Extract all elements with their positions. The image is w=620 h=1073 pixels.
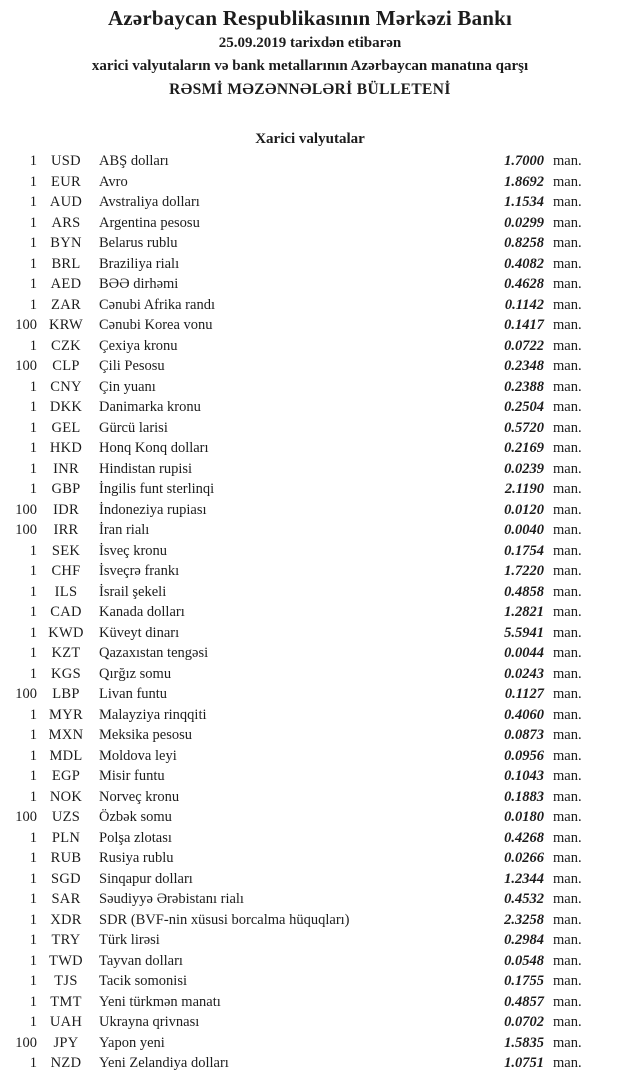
rate-value-cell: 0.2348 [504,358,544,374]
unit-cell: man. [553,583,582,600]
unit-cell: man. [553,747,582,764]
rate-row [0,643,620,664]
quantity-cell: 1 [29,296,37,313]
quantity-cell: 1 [29,747,37,764]
rate-value-cell: 1.0751 [504,1055,544,1071]
rate-value-cell: 0.1754 [504,542,544,559]
currency-code-cell: MYR [49,706,83,723]
quantity-cell: 100 [15,809,37,825]
currency-name-cell: Özbək somu [99,809,172,825]
subtitle-line: xarici valyutaların və bank metallarının Azərbaycan manatına qarşı [91,58,529,74]
quantity-cell: 1 [29,194,37,210]
currency-code-cell: PLN [51,829,81,846]
currency-name-cell: Ukrayna qrivnası [99,1014,200,1030]
rate-value-cell: 0.1417 [504,317,544,333]
quantity-cell: 100 [15,317,37,333]
currency-code-cell: UAH [49,1014,83,1030]
rate-row [0,910,620,931]
unit-cell: man. [553,870,582,887]
quantity-cell: 1 [29,460,37,477]
currency-name-cell: Qırğız somu [99,665,172,682]
rate-value-cell: 2.3258 [504,911,544,928]
rate-row [0,500,620,521]
currency-code-cell: AED [50,276,82,292]
rate-value-cell: 0.1883 [504,788,544,805]
currency-code-cell: EGP [51,768,81,784]
unit-cell: man. [553,194,582,210]
currency-code-cell: TRY [51,932,81,948]
unit-cell: man. [553,235,582,251]
rate-value-cell: 0.0299 [504,214,544,231]
rate-row [0,602,620,623]
currency-name-cell: Norveç kronu [99,788,180,805]
rate-value-cell: 0.0180 [504,809,544,825]
currency-name-cell: Rusiya rublu [99,850,174,866]
currency-code-cell: SEK [51,542,81,559]
rate-row [0,541,620,562]
unit-cell: man. [553,727,582,743]
unit-cell: man. [553,952,582,969]
currency-name-cell: Tayvan dolları [99,952,183,969]
quantity-cell: 1 [29,727,37,743]
currency-code-cell: TMT [50,993,82,1010]
currency-code-cell: ARS [51,214,81,231]
currency-code-cell: RUB [50,850,82,866]
unit-cell: man. [553,481,582,497]
rate-row [0,807,620,828]
quantity-cell: 1 [29,665,37,682]
unit-cell: man. [553,788,582,805]
unit-cell: man. [553,686,582,702]
rate-row [0,151,620,172]
currency-name-cell: Gürcü larisi [99,419,168,436]
currency-name-cell: Kanada dolları [99,604,185,620]
currency-name-cell: Çin yuanı [99,378,156,395]
currency-code-cell: CZK [51,337,81,354]
rate-value-cell: 0.0044 [504,645,544,661]
currency-name-cell: Livan funtu [99,686,168,702]
currency-code-cell: TWD [49,952,83,969]
currency-name-cell: Danimarka kronu [99,399,201,415]
currency-code-cell: EUR [51,173,81,190]
rate-value-cell: 0.8258 [504,235,544,251]
quantity-cell: 1 [29,419,37,436]
rate-value-cell: 0.2504 [504,399,544,415]
bank-name: Azərbaycan Respublikasının Mərkəzi Bankı [107,6,513,30]
rate-value-cell: 0.0722 [504,337,544,354]
rate-row [0,1033,620,1054]
currency-code-cell: GEL [51,419,81,436]
quantity-cell: 1 [29,891,37,907]
quantity-cell: 1 [29,255,37,272]
currency-code-cell: UZS [51,809,81,825]
currency-code-cell: MXN [48,727,84,743]
rate-row [0,828,620,849]
quantity-cell: 1 [29,276,37,292]
unit-cell: man. [553,296,582,313]
rate-row [0,582,620,603]
rate-row [0,213,620,234]
rate-value-cell: 0.1142 [504,296,544,313]
currency-code-cell: NOK [49,788,83,805]
rate-row [0,787,620,808]
currency-name-cell: Braziliya rialı [99,255,180,272]
rate-value-cell: 0.1043 [504,768,544,784]
quantity-cell: 100 [15,501,37,518]
unit-cell: man. [553,276,582,292]
quantity-cell: 1 [29,337,37,354]
currency-name-cell: İsrail şekeli [99,583,167,600]
currency-name-cell: Qazaxıstan tengəsi [99,645,209,661]
currency-code-cell: AUD [49,194,83,210]
rate-value-cell: 0.5720 [504,419,544,436]
currency-name-cell: SDR (BVF-nin xüsusi borcalma hüquqları) [99,911,350,928]
unit-cell: man. [553,440,582,456]
quantity-cell: 100 [15,686,37,702]
currency-code-cell: CHF [51,563,81,579]
unit-cell: man. [553,706,582,723]
rate-value-cell: 1.1534 [504,194,544,210]
rate-value-cell: 0.4858 [504,583,544,600]
unit-cell: man. [553,460,582,477]
rate-value-cell: 0.4628 [504,276,544,292]
currency-name-cell: İndoneziya rupiası [99,501,207,518]
rate-value-cell: 0.0548 [504,952,544,969]
unit-cell: man. [553,378,582,395]
rate-value-cell: 0.4857 [504,993,544,1010]
currency-code-cell: NZD [50,1055,82,1071]
currency-code-cell: BRL [51,255,81,272]
quantity-cell: 1 [29,645,37,661]
currency-code-cell: ZAR [51,296,81,313]
rate-value-cell: 5.5941 [504,624,544,641]
rate-row [0,930,620,951]
rate-value-cell: 0.0120 [504,501,544,518]
rate-row [0,377,620,398]
rate-row [0,664,620,685]
currency-name-cell: Cənubi Afrika randı [99,296,215,313]
quantity-cell: 1 [29,1014,37,1030]
unit-cell: man. [553,358,582,374]
quantity-cell: 1 [29,214,37,231]
rate-value-cell: 1.7000 [504,153,544,169]
rate-value-cell: 0.4060 [504,706,544,723]
unit-cell: man. [553,173,582,190]
unit-cell: man. [553,665,582,682]
unit-cell: man. [553,829,582,846]
currency-code-cell: DKK [49,399,83,415]
rate-value-cell: 1.8692 [504,173,544,190]
unit-cell: man. [553,932,582,948]
unit-cell: man. [553,153,582,169]
rate-value-cell: 0.1755 [504,973,544,989]
currency-name-cell: Yapon yeni [99,1034,165,1051]
unit-cell: man. [553,501,582,518]
currency-code-cell: TJS [54,973,78,989]
currency-name-cell: Polşa zlotası [99,829,172,846]
rate-value-cell: 0.2169 [504,440,544,456]
currency-code-cell: SGD [51,870,81,887]
currency-code-cell: BYN [50,235,82,251]
currency-name-cell: Çili Pesosu [99,358,165,374]
quantity-cell: 1 [29,399,37,415]
currency-name-cell: Yeni türkmən manatı [99,993,221,1010]
currency-name-cell: İsveç kronu [99,542,168,559]
currency-code-cell: LBP [52,686,80,702]
unit-cell: man. [553,563,582,579]
rate-value-cell: 0.4082 [504,255,544,272]
rate-value-cell: 0.0040 [504,522,544,538]
currency-code-cell: XDR [50,911,82,928]
rates-table [0,151,620,1073]
unit-cell: man. [553,1014,582,1030]
quantity-cell: 1 [29,788,37,805]
unit-cell: man. [553,399,582,415]
currency-name-cell: Moldova leyi [99,747,177,764]
effective-date-line: 25.09.2019 tarixdən etibarən [218,35,402,51]
rate-value-cell: 1.2344 [504,870,544,887]
currency-name-cell: İngilis funt sterlinqi [99,481,215,497]
unit-cell: man. [553,604,582,620]
currency-code-cell: KRW [49,317,83,333]
currency-name-cell: Avstraliya dolları [99,194,200,210]
section-title: Xarici valyutalar [255,131,365,147]
quantity-cell: 100 [15,1034,37,1051]
rate-row [0,766,620,787]
rate-row [0,971,620,992]
quantity-cell: 1 [29,768,37,784]
rate-value-cell: 0.0702 [504,1014,544,1030]
bulletin-header [0,0,620,101]
quantity-cell: 1 [29,235,37,251]
rate-row [0,459,620,480]
rate-row [0,1012,620,1033]
rate-row [0,172,620,193]
rate-row [0,438,620,459]
rate-row [0,623,620,644]
quantity-cell: 1 [29,993,37,1010]
currency-code-cell: GBP [51,481,81,497]
unit-cell: man. [553,809,582,825]
rate-row [0,356,620,377]
rate-row [0,951,620,972]
quantity-cell: 1 [29,850,37,866]
rate-row [0,1053,620,1073]
currency-code-cell: JPY [53,1034,79,1051]
unit-cell: man. [553,624,582,641]
rate-value-cell: 1.2821 [504,604,544,620]
quantity-cell: 1 [29,481,37,497]
rate-row [0,295,620,316]
quantity-cell: 1 [29,563,37,579]
rate-value-cell: 0.0243 [504,665,544,682]
rate-value-cell: 1.7220 [504,563,544,579]
rate-row [0,315,620,336]
currency-code-cell: INR [53,460,79,477]
rate-value-cell: 0.0956 [504,747,544,764]
quantity-cell: 1 [29,706,37,723]
unit-cell: man. [553,214,582,231]
quantity-cell: 1 [29,604,37,620]
rate-row [0,397,620,418]
currency-name-cell: Hindistan rupisi [99,460,193,477]
currency-name-cell: Yeni Zelandiya dolları [99,1055,229,1071]
rate-row [0,274,620,295]
quantity-cell: 100 [15,358,37,374]
unit-cell: man. [553,522,582,538]
currency-code-cell: IRR [53,522,79,538]
currency-name-cell: Cənubi Korea vonu [99,317,213,333]
quantity-cell: 1 [29,911,37,928]
rate-row [0,746,620,767]
currency-name-cell: Türk lirəsi [99,932,160,948]
quantity-cell: 1 [29,153,37,169]
quantity-cell: 1 [29,624,37,641]
unit-cell: man. [553,891,582,907]
rate-row [0,336,620,357]
rate-row [0,479,620,500]
bulletin-title: RƏSMİ MƏZƏNNƏLƏRİ BÜLLETENİ [169,81,451,98]
currency-name-cell: İsveçrə frankı [99,563,180,579]
unit-cell: man. [553,911,582,928]
currency-name-cell: Sinqapur dolları [99,870,193,887]
currency-code-cell: ILS [54,583,78,600]
rate-row [0,418,620,439]
unit-cell: man. [553,768,582,784]
currency-name-cell: Çexiya kronu [99,337,178,354]
currency-code-cell: KZT [51,645,81,661]
rate-value-cell: 0.0266 [504,850,544,866]
rate-value-cell: 0.2984 [504,932,544,948]
currency-name-cell: İran rialı [99,522,150,538]
unit-cell: man. [553,542,582,559]
unit-cell: man. [553,973,582,989]
unit-cell: man. [553,645,582,661]
quantity-cell: 1 [29,440,37,456]
quantity-cell: 1 [29,829,37,846]
unit-cell: man. [553,337,582,354]
quantity-cell: 1 [29,932,37,948]
rate-value-cell: 0.0873 [504,727,544,743]
currency-name-cell: Malayziya rinqqiti [99,706,207,723]
quantity-cell: 1 [29,378,37,395]
unit-cell: man. [553,317,582,333]
currency-code-cell: USD [51,153,81,169]
rate-value-cell: 0.4268 [504,829,544,846]
rate-row [0,848,620,869]
rate-row [0,705,620,726]
unit-cell: man. [553,850,582,866]
quantity-cell: 1 [29,952,37,969]
rate-value-cell: 2.1190 [504,481,544,497]
rate-row [0,520,620,541]
rate-row [0,889,620,910]
currency-name-cell: Meksika pesosu [99,727,193,743]
currency-code-cell: SAR [51,891,81,907]
currency-name-cell: Argentina pesosu [99,214,200,231]
unit-cell: man. [553,255,582,272]
rate-row [0,254,620,275]
rate-row [0,233,620,254]
rate-row [0,561,620,582]
unit-cell: man. [553,993,582,1010]
rate-value-cell: 1.5835 [504,1034,544,1051]
currency-code-cell: KWD [48,624,84,641]
quantity-cell: 1 [29,583,37,600]
rate-row [0,725,620,746]
unit-cell: man. [553,419,582,436]
quantity-cell: 100 [15,522,37,538]
currency-name-cell: BƏƏ dirhəmi [99,276,179,292]
rate-value-cell: 0.1127 [504,686,544,702]
quantity-cell: 1 [29,973,37,989]
currency-code-cell: KGS [51,665,81,682]
currency-name-cell: Küveyt dinarı [99,624,180,641]
currency-name-cell: Honq Konq dolları [99,440,209,456]
currency-code-cell: CAD [50,604,82,620]
quantity-cell: 1 [29,870,37,887]
currency-code-cell: MDL [49,747,83,764]
rate-value-cell: 0.0239 [504,460,544,477]
currency-code-cell: CNY [50,378,82,395]
currency-name-cell: Misir funtu [99,768,165,784]
rate-row [0,684,620,705]
unit-cell: man. [553,1055,582,1071]
rate-value-cell: 0.2388 [504,378,544,395]
currency-code-cell: HKD [49,440,83,456]
quantity-cell: 1 [29,173,37,190]
rate-row [0,992,620,1013]
currency-name-cell: Avro [99,173,128,190]
rate-row [0,192,620,213]
currency-code-cell: IDR [53,501,79,518]
quantity-cell: 1 [29,542,37,559]
currency-name-cell: Səudiyyə Ərəbistanı rialı [99,891,244,907]
rate-row [0,869,620,890]
currency-name-cell: ABŞ dolları [99,153,169,169]
currency-code-cell: CLP [52,358,80,374]
currency-name-cell: Tacik somonisi [99,973,187,989]
rate-value-cell: 0.4532 [504,891,544,907]
unit-cell: man. [553,1034,582,1051]
currency-name-cell: Belarus rublu [99,235,178,251]
quantity-cell: 1 [29,1055,37,1071]
